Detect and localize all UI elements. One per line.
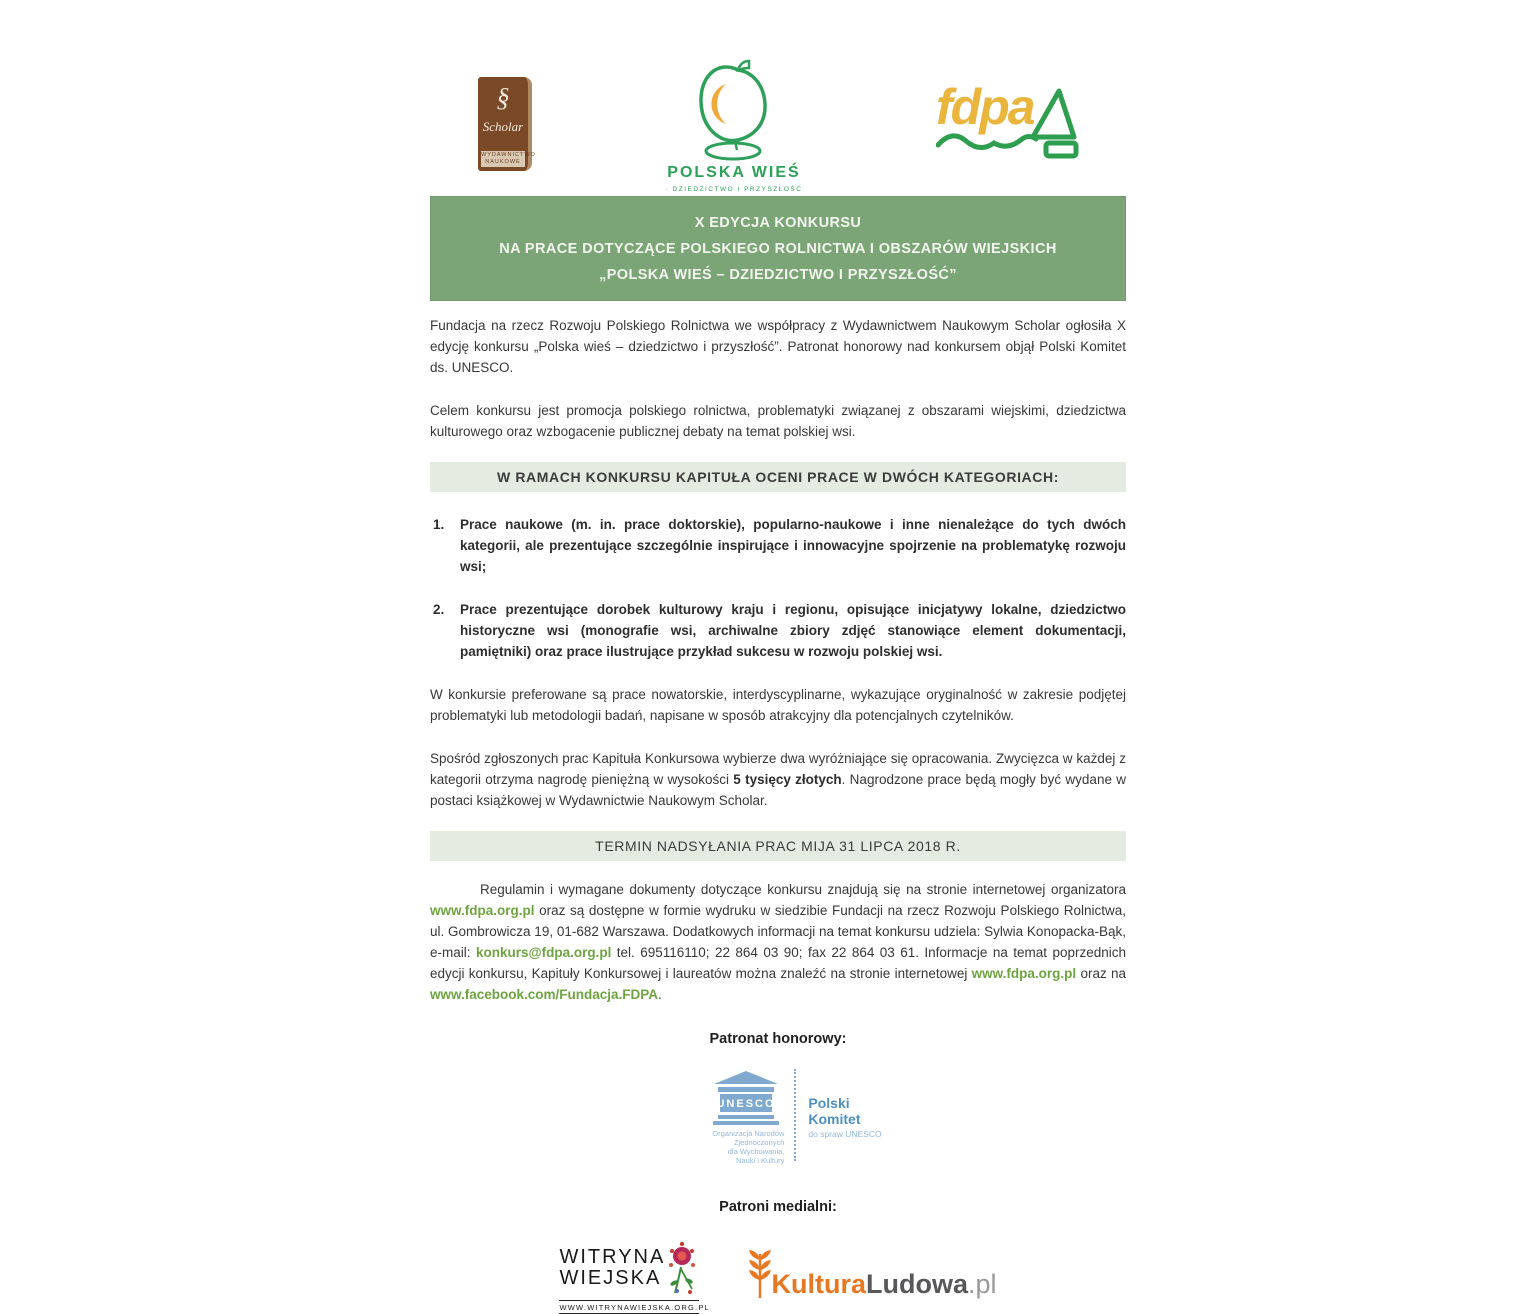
- folk-flower-icon: [665, 1239, 699, 1297]
- header-banner-line3: „POLSKA WIEŚ – DZIEDZICTWO I PRZYSZŁOŚĆ”: [599, 267, 957, 283]
- prize-amount: 5 tysięcy złotych: [733, 772, 842, 787]
- fdpa-logo: [936, 79, 1086, 169]
- scholar-logo-subtitle: [481, 151, 536, 167]
- paragraph-intro: Fundacja na rzecz Rozwoju Polskiego Rolnictwa we współpracy z Wydawnictwem Naukowym Scholar ogłosiła X edycję konkursu „Polska wieś – dziedzictwo i przyszłość”. Patronat honorowy nad konkursem objął Polski Komitet ds. UNESCO.: [430, 318, 1126, 375]
- numbered-item-1: [430, 514, 1126, 577]
- unesco-committee-line1: Polski: [808, 1095, 850, 1111]
- witryna-wordmark: [559, 1247, 665, 1289]
- unesco-dotted-divider: [794, 1069, 796, 1161]
- prize-text-1: Spośród zgłoszonych prac Kapituła Konkursowa wybierze dwa wyróżniające się opracowania. Zwycięzca w każdej z kategorii otrzyma nagrodę pieniężną w wysokości: [430, 751, 1126, 787]
- fdpa-website-link-1[interactable]: www.fdpa.org.pl: [430, 903, 535, 918]
- media-patrons-row: [430, 1239, 1126, 1314]
- unesco-org-text: [712, 1129, 784, 1165]
- item-1-text: Prace naukowe (m. in. prace doktorskie), popularno-naukowe i inne nienależące do tych dwóch kategorii, ale prezentujące szczególnie inspirujące i innowacyjne spojrzenie na problematykę rozwoju wsi;: [460, 517, 1126, 574]
- header-banner-line2: NA PRACE DOTYCZĄCE POLSKIEGO ROLNICTWA I OBSZARÓW WIEJSKICH: [499, 241, 1057, 257]
- polska-wies-title: POLSKA WIEŚ: [667, 163, 801, 181]
- patronat-heading: Patronat honorowy:: [709, 1031, 847, 1047]
- item-2-text: Prace prezentujące dorobek kulturowy kraju i regionu, opisujące inicjatywy lokalne, dziedzictwo historyczne wsi (monografie wsi, archiwalne zbiory zdjęć stanowiące element dokumentacji, pamiętniki) oraz prace ilustrujące przykład sukcesu w rozwoju polskiej wsi.: [460, 602, 1126, 659]
- unesco-org-line1: Organizacja Narodów: [712, 1129, 785, 1138]
- facebook-link[interactable]: www.facebook.com/Fundacja.FDPA: [430, 987, 659, 1002]
- polska-wies-subtitle: · DZIEDZICTWO I PRZYSZŁOŚĆ: [665, 185, 803, 193]
- fdpa-website-link-2[interactable]: www.fdpa.org.pl: [971, 966, 1077, 981]
- sail-and-hills-icon: [936, 79, 1086, 169]
- kultura-wordmark-part2: Ludowa: [865, 1268, 968, 1299]
- witryna-url[interactable]: WWW.WITRYNAWIEJSKA.ORG.PL: [559, 1300, 699, 1314]
- contest-email-link[interactable]: konkurs@fdpa.org.pl: [475, 945, 612, 960]
- temple-icon: [708, 1069, 784, 1125]
- header-banner: [430, 196, 1126, 301]
- apple-icon: [686, 56, 782, 162]
- contact-text-4: oraz na: [1076, 966, 1127, 981]
- fdpa-wordmark: fdpa: [936, 79, 1034, 135]
- unesco-org-line3: dla Wychowania,: [727, 1147, 785, 1156]
- unesco-logo: [430, 1069, 1126, 1165]
- unesco-temple-block: [674, 1069, 784, 1165]
- contact-text-3: tel. 695116110; 22 864 03 90; fax 22 864 03 61. Informacje na temat poprzednich edycji konkursu, Kapituły Konkursowej i laureatów można znaleźć na stronie internetowej: [430, 945, 1126, 981]
- prize-text-2: . Nagrodzone prace będą mogły być wydane w postaci książkowej w Wydawnictwie Naukowym Scholar.: [430, 772, 1126, 808]
- paragraph-prize: [430, 748, 1126, 811]
- witryna-line2: WIEJSKA: [559, 1267, 662, 1289]
- paragraph-preferences: W konkursie preferowane są prace nowatorskie, interdyscyplinarne, wykazujące oryginalność w zakresie podjętej problematyki lub metodologii badań, napisane w sposób atrakcyjny dla potencjalnych czytelników.: [430, 687, 1126, 723]
- contact-text-1: Regulamin i wymagane dokumenty dotyczące konkursu znajdują się na stronie internetowej organizatora: [480, 882, 1126, 897]
- scholar-logo-name: Scholar: [482, 119, 524, 134]
- kultura-wordmark-part3: .pl: [967, 1268, 997, 1299]
- unesco-committee-block: [808, 1069, 881, 1139]
- scholar-subtitle-line2: NAUKOWE: [485, 159, 521, 165]
- contact-text-2: oraz są dostępne w formie wydruku w siedzibie Fundacji na rzecz Rozwoju Polskiego Rolnictwa, ul. Gombrowicza 19, 01-682 Warszawa. Dodatkowych informacji na temat konkursu udziela: Sylwia Konopacka-Bąk, e-mail:: [430, 903, 1126, 960]
- item-2-number: 2.: [433, 602, 445, 617]
- witryna-wiejska-logo: [559, 1239, 710, 1314]
- kultura-wordmark-part1: Kultura: [771, 1268, 866, 1299]
- witryna-line1: WITRYNA: [559, 1246, 666, 1268]
- top-logos-row: [430, 0, 1126, 193]
- kultura-ludowa-logo: [745, 1248, 996, 1306]
- unesco-committee-subtitle: do spraw UNESCO: [808, 1129, 882, 1139]
- unesco-org-line2: Zjednoczonych: [733, 1138, 785, 1147]
- unesco-org-line4: Nauki i Kultury: [736, 1156, 785, 1165]
- polska-wies-logo: [649, 56, 819, 193]
- scholar-section-glyph: §: [496, 83, 510, 112]
- contact-paragraph: [430, 879, 1126, 1005]
- paragraph-goal: Celem konkursu jest promocja polskiego rolnictwa, problematyki związanej z obszarami wiejskimi, dziedzictwa kulturowego oraz wzbogacenie publicznej debaty na temat polskiej wsi.: [430, 403, 1126, 439]
- unesco-temple-letters: UNESCO: [716, 1098, 776, 1110]
- scholar-logo: [478, 77, 536, 171]
- patroni-heading: Patroni medialni:: [719, 1199, 837, 1215]
- document-page: [430, 0, 1126, 1314]
- unesco-committee-line2: Komitet: [808, 1111, 861, 1127]
- section-banner-deadline: TERMIN NADSYŁANIA PRAC MIJA 31 LIPCA 2018 R.: [430, 831, 1126, 861]
- item-1-number: 1.: [433, 517, 445, 532]
- numbered-item-2: [430, 599, 1126, 662]
- scholar-subtitle-line1: WYDAWNICTWO: [481, 152, 536, 158]
- section-banner-categories: W RAMACH KONKURSU KAPITUŁA OCENI PRACE W DWÓCH KATEGORIACH:: [430, 462, 1126, 492]
- contact-text-5: .: [658, 987, 662, 1002]
- header-banner-line1: X EDYCJA KONKURSU: [694, 215, 862, 231]
